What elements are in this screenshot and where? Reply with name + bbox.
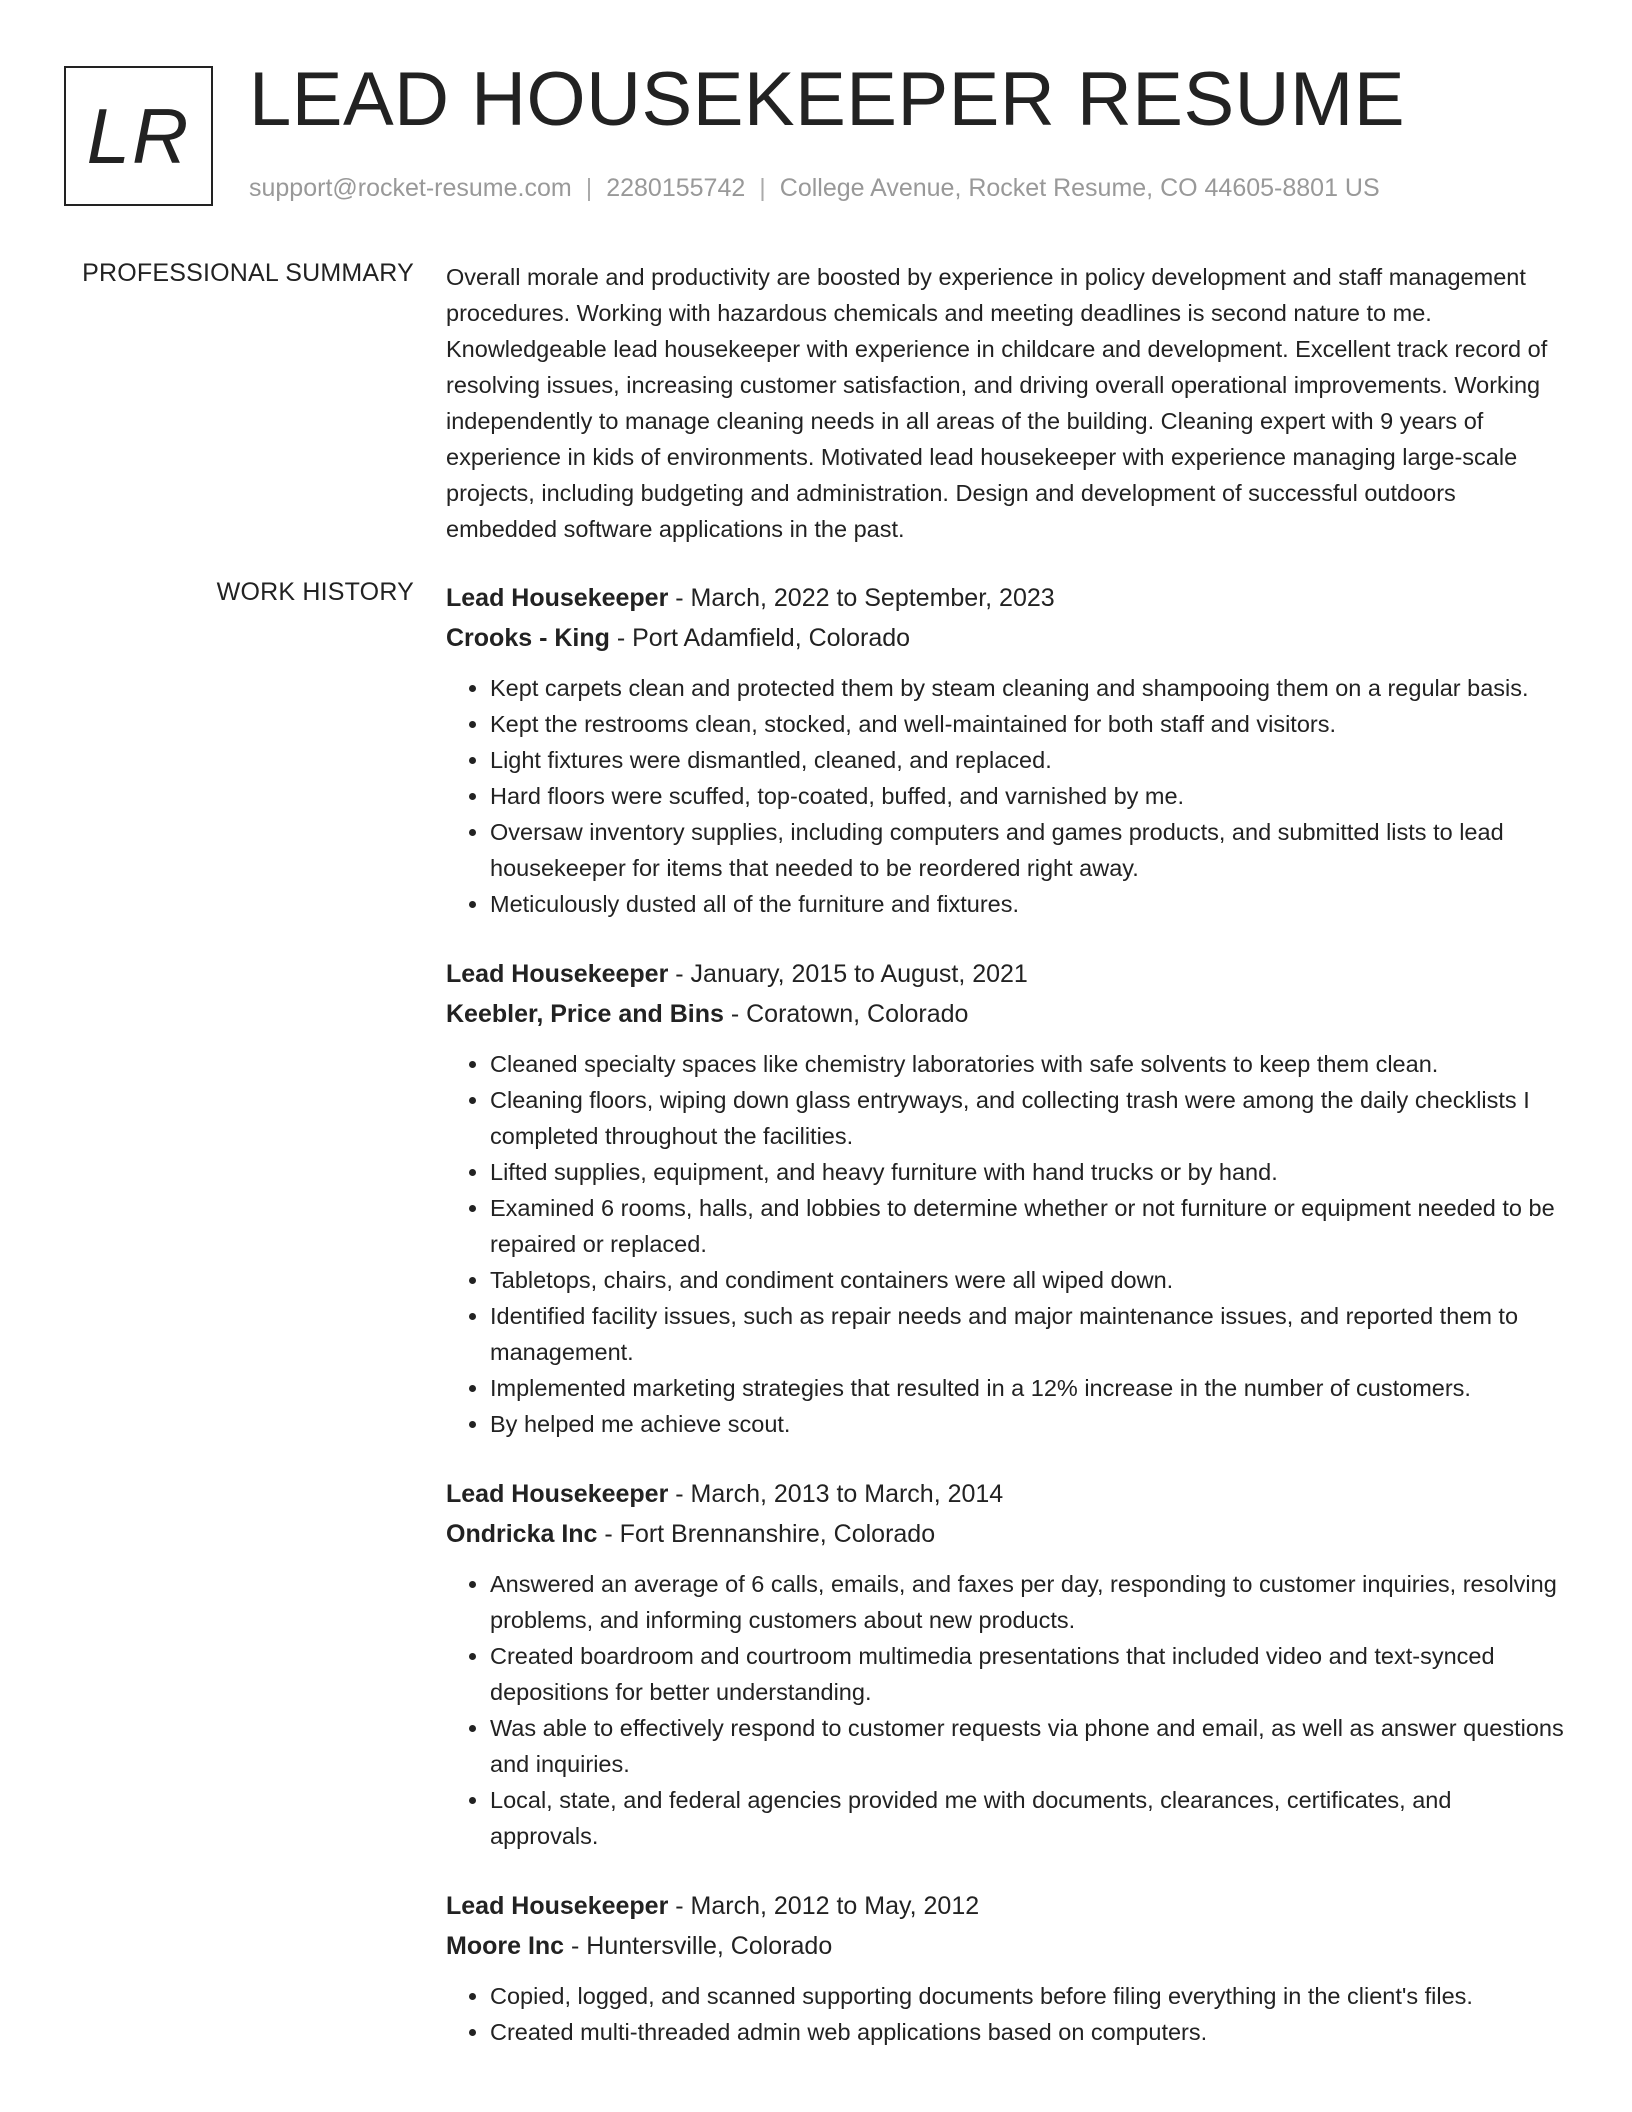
section-label-work-history: WORK HISTORY — [216, 578, 414, 606]
job-bullet: • Hard floors were scuffed, top-coated, buffed, and varnished by me. — [490, 778, 1566, 814]
job-location: - Fort Brennanshire, Colorado — [597, 1520, 936, 1548]
job-bullet: • Oversaw inventory supplies, including computers and games products, and submitted lists to lead housekeeper for items that needed to be reordered right away. — [490, 814, 1566, 886]
job-title: Lead Housekeeper — [446, 960, 669, 988]
job-bullet: • By helped me achieve scout. — [490, 1406, 1566, 1442]
job-bullet: • Local, state, and federal agencies provided me with documents, clearances, certificates, and approvals. — [490, 1782, 1566, 1854]
job-location: - Huntersville, Colorado — [564, 1932, 833, 1960]
job-bullets — [446, 670, 1566, 922]
job-bullet: • Was able to effectively respond to customer requests via phone and email, as well as answer questions and inquiries. — [490, 1710, 1566, 1782]
contact-line — [249, 174, 1380, 203]
job-bullet: • Identified facility issues, such as repair needs and major maintenance issues, and reported them to management. — [490, 1298, 1566, 1370]
job-company-line — [446, 1514, 1566, 1554]
job-entry — [446, 1474, 1566, 1854]
monogram-logo: LR — [64, 66, 213, 206]
contact-separator: | — [585, 174, 593, 202]
job-title: Lead Housekeeper — [446, 584, 669, 612]
job-bullet: • Cleaning floors, wiping down glass entryways, and collecting trash were among the daily checklists I completed throughout the facilities. — [490, 1082, 1566, 1154]
section-label-summary: PROFESSIONAL SUMMARY — [82, 259, 414, 287]
job-bullet: • Created boardroom and courtroom multimedia presentations that included video and text-synced depositions for better understanding. — [490, 1638, 1566, 1710]
job-bullets — [446, 1046, 1566, 1442]
job-bullet: • Created multi-threaded admin web applications based on computers. — [490, 2014, 1566, 2050]
contact-address: College Avenue, Rocket Resume, CO 44605-8801 US — [779, 174, 1380, 202]
job-company: Moore Inc — [446, 1932, 565, 1960]
job-bullet: • Tabletops, chairs, and condiment containers were all wiped down. — [490, 1262, 1566, 1298]
job-location: - Coratown, Colorado — [723, 1000, 969, 1028]
job-bullet: • Kept the restrooms clean, stocked, and well-maintained for both staff and visitors. — [490, 706, 1566, 742]
job-company: Crooks - King — [446, 624, 610, 652]
summary-text: Overall morale and productivity are boosted by experience in policy development and staff management procedures. Working with hazardous chemicals and meeting deadlines is second nature to me. Knowledgeable lead housekeeper with experience in childcare and development. Excellent track record of resolving issues, increasing customer satisfaction, and driving overall operational improvements. Working independently to manage cleaning needs in all areas of the building. Cleaning expert with 9 years of experience in kids of environments. Motivated lead housekeeper with experience managing large-scale projects, including budgeting and administration. Design and development of successful outdoors embedded software applications in the past. — [446, 264, 1548, 542]
job-bullet: • Light fixtures were dismantled, cleaned, and replaced. — [490, 742, 1566, 778]
job-dates: - March, 2013 to March, 2014 — [668, 1480, 1004, 1508]
job-bullet: • Cleaned specialty spaces like chemistry laboratories with safe solvents to keep them clean. — [490, 1046, 1566, 1082]
job-location: - Port Adamfield, Colorado — [609, 624, 911, 652]
job-title-line — [446, 954, 1566, 994]
job-dates: - March, 2022 to September, 2023 — [668, 584, 1055, 612]
job-title-line — [446, 578, 1566, 618]
job-company-line — [446, 1926, 1566, 1966]
contact-phone[interactable]: 2280155742 — [606, 174, 746, 202]
job-company-line — [446, 618, 1566, 658]
job-title: Lead Housekeeper — [446, 1892, 669, 1920]
contact-separator: | — [759, 174, 766, 202]
job-bullets — [446, 1566, 1566, 1854]
job-company: Ondricka Inc — [446, 1520, 598, 1548]
job-bullet: • Examined 6 rooms, halls, and lobbies to determine whether or not furniture or equipment needed to be repaired or replaced. — [490, 1190, 1566, 1262]
job-bullet: • Answered an average of 6 calls, emails, and faxes per day, responding to customer inquiries, resolving problems, and informing customers about new products. — [490, 1566, 1566, 1638]
job-title: Lead Housekeeper — [446, 1480, 669, 1508]
work-history-list — [446, 578, 1566, 2082]
job-bullet: • Meticulously dusted all of the furniture and fixtures. — [490, 886, 1566, 922]
job-bullets — [446, 1978, 1566, 2050]
page-title: LEAD HOUSEKEEPER RESUME — [249, 57, 1406, 142]
job-title-line — [446, 1886, 1566, 1926]
job-bullet: • Lifted supplies, equipment, and heavy furniture with hand trucks or by hand. — [490, 1154, 1566, 1190]
job-bullet: • Copied, logged, and scanned supporting documents before filing everything in the client's files. — [490, 1978, 1566, 2014]
contact-email[interactable]: support@rocket-resume.com — [249, 174, 572, 202]
job-bullet: • Kept carpets clean and protected them by steam cleaning and shampooing them on a regular basis. — [490, 670, 1566, 706]
job-dates: - January, 2015 to August, 2021 — [668, 960, 1028, 988]
job-entry — [446, 1886, 1566, 2050]
job-company: Keebler, Price and Bins — [446, 1000, 724, 1028]
job-entry — [446, 578, 1566, 922]
job-entry — [446, 954, 1566, 1442]
job-bullet: • Implemented marketing strategies that resulted in a 12% increase in the number of customers. — [490, 1370, 1566, 1406]
job-title-line — [446, 1474, 1566, 1514]
job-dates: - March, 2012 to May, 2012 — [668, 1892, 980, 1920]
job-company-line — [446, 994, 1566, 1034]
